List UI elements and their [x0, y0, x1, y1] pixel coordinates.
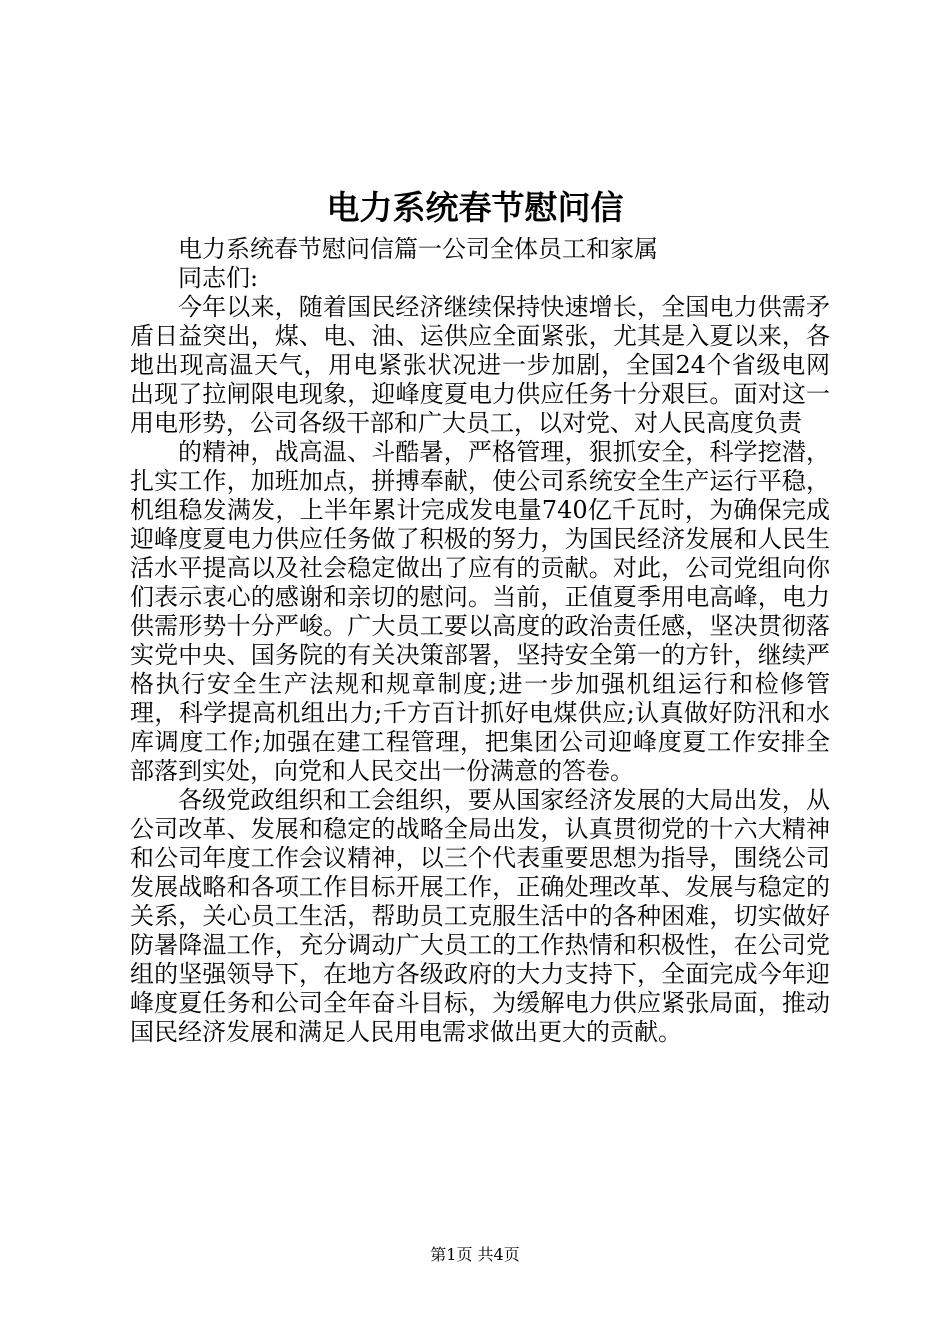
paragraph-3: 各级党政组织和工会组织，要从国家经济发展的大局出发，从公司改革、发展和稳定的战略全局出发，认真贯彻党的十六大精神和公司年度工作会议精神，以三个代表重要思想为指导，围绕公司发展战略和各项工作目标开展工作，正确处理改革、发展与稳定的关系，关心员工生活，帮助员工克服生活中的各种困难，切实做好防暑降温工作，充分调动广大员工的工作热情和积极性，在公司党组的坚强领导下，在地方各级政府的大力支持下，全面完成今年迎峰度夏任务和公司全年奋斗目标，为缓解电力供应紧张局面，推动国民经济发展和满足人民用电需求做出更大的贡献。: [130, 786, 830, 1046]
document-title: 电力系统春节慰问信: [326, 188, 624, 227]
paragraph-salutation: 同志们:: [178, 264, 259, 292]
page-number-footer: 第1页 共4页: [430, 1245, 520, 1264]
paragraph-1: 今年以来，随着国民经济继续保持快速增长，全国电力供需矛盾日益突出，煤、电、油、运供应全面紧张，尤其是入夏以来，各地出现高温天气，用电紧张状况进一步加剧，全国24个省级电网出现了拉闸限电现象，迎峰度夏电力供应任务十分艰巨。面对这一用电形势，公司各级干部和广大员工，以对党、对人民高度负责: [130, 293, 830, 437]
paragraph-heading: 电力系统春节慰问信篇一公司全体员工和家属: [178, 235, 658, 263]
paragraph-2: 的精神，战高温、斗酷暑，严格管理，狠抓安全，科学挖潜，扎实工作，加班加点，拼搏奉献，使公司系统安全生产运行平稳，机组稳发满发，上半年累计完成发电量740亿千瓦时，为确保完成迎峰度夏电力供应任务做了积极的努力，为国民经济发展和人民生活水平提高以及社会稳定做出了应有的贡献。对此，公司党组向你们表示衷心的感谢和亲切的慰问。当前，正值夏季用电高峰，电力供需形势十分严峻。广大员工要以高度的政治责任感，坚决贯彻落实党中央、国务院的有关决策部署，坚持安全第一的方针，继续严格执行安全生产法规和规章制度;进一步加强机组运行和检修管理，科学提高机组出力;千方百计抓好电煤供应;认真做好防汛和水库调度工作;加强在建工程管理，把集团公司迎峰度夏工作安排全部落到实处，向党和人民交出一份满意的答卷。: [130, 438, 830, 785]
document-body: [130, 235, 830, 1047]
